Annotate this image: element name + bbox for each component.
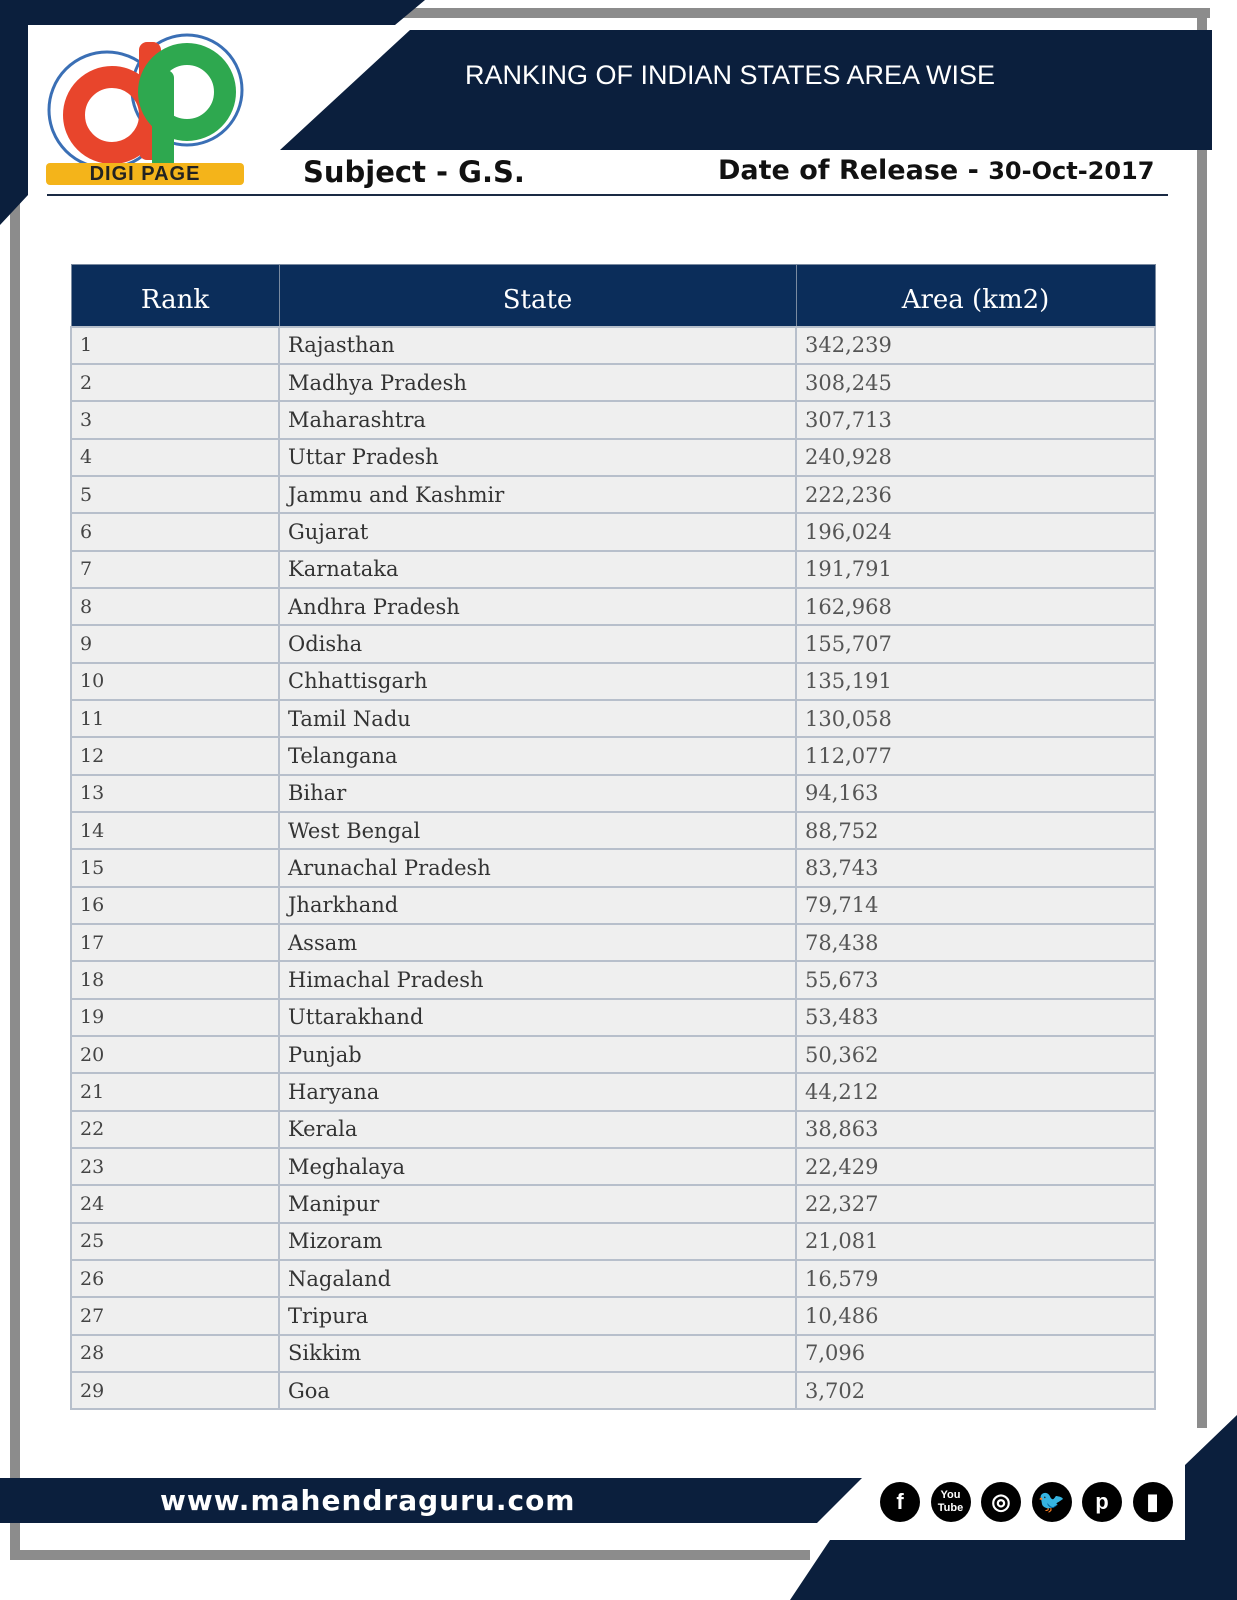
cell-rank: 27: [71, 1297, 279, 1334]
cell-rank: 4: [71, 439, 279, 476]
cell-state: Mizoram: [279, 1223, 796, 1260]
cell-area: 83,743: [796, 849, 1155, 886]
page-title: RANKING OF INDIAN STATES AREA WISE: [464, 60, 996, 90]
cell-rank: 20: [71, 1036, 279, 1073]
cell-area: 53,483: [796, 999, 1155, 1036]
table-row: [71, 476, 1155, 513]
cell-area: 196,024: [796, 513, 1155, 550]
cell-state: Madhya Pradesh: [279, 364, 796, 401]
cell-area: 10,486: [796, 1297, 1155, 1334]
cell-state: Kerala: [279, 1111, 796, 1148]
cell-area: 7,096: [796, 1335, 1155, 1372]
cell-rank: 8: [71, 588, 279, 625]
cell-state: Rajasthan: [279, 327, 796, 364]
cell-rank: 15: [71, 849, 279, 886]
cell-rank: 21: [71, 1073, 279, 1110]
cell-state: Andhra Pradesh: [279, 588, 796, 625]
table-row: [71, 700, 1155, 737]
frame-left-line: [10, 200, 20, 1560]
cell-state: Arunachal Pradesh: [279, 849, 796, 886]
cell-rank: 6: [71, 513, 279, 550]
cell-area: 21,081: [796, 1223, 1155, 1260]
cell-area: 130,058: [796, 700, 1155, 737]
cell-rank: 16: [71, 887, 279, 924]
cell-area: 94,163: [796, 775, 1155, 812]
cell-state: Manipur: [279, 1185, 796, 1222]
table-row: [71, 439, 1155, 476]
table-row: [71, 1111, 1155, 1148]
column-header-state: State: [279, 265, 796, 327]
cell-state: Karnataka: [279, 551, 796, 588]
cell-rank: 13: [71, 775, 279, 812]
release-info: [718, 155, 1154, 186]
cell-area: 112,077: [796, 737, 1155, 774]
cell-state: Meghalaya: [279, 1148, 796, 1185]
table-row: [71, 513, 1155, 550]
table-row: [71, 737, 1155, 774]
cell-area: 88,752: [796, 812, 1155, 849]
cell-area: 22,327: [796, 1185, 1155, 1222]
cell-state: Assam: [279, 924, 796, 961]
frame-bottom-line: [10, 1550, 810, 1560]
table-row: [71, 1335, 1155, 1372]
cell-area: 162,968: [796, 588, 1155, 625]
table-row: [71, 663, 1155, 700]
cell-area: 38,863: [796, 1111, 1155, 1148]
table-row: [71, 812, 1155, 849]
cell-state: Nagaland: [279, 1260, 796, 1297]
table-row: [71, 364, 1155, 401]
cell-rank: 14: [71, 812, 279, 849]
cell-area: 155,707: [796, 625, 1155, 662]
cell-area: 3,702: [796, 1372, 1155, 1409]
release-label: Date of Release -: [718, 155, 979, 186]
table-row: [71, 849, 1155, 886]
pinterest-icon[interactable]: p: [1082, 1482, 1122, 1522]
cell-area: 308,245: [796, 364, 1155, 401]
cell-state: Haryana: [279, 1073, 796, 1110]
cell-area: 16,579: [796, 1260, 1155, 1297]
cell-rank: 22: [71, 1111, 279, 1148]
cell-state: Tamil Nadu: [279, 700, 796, 737]
table-header-row: [71, 265, 1155, 327]
states-area-table: [70, 264, 1156, 1410]
youtube-icon[interactable]: You Tube: [931, 1482, 971, 1522]
cell-area: 135,191: [796, 663, 1155, 700]
table-row: [71, 588, 1155, 625]
cell-rank: 23: [71, 1148, 279, 1185]
table-row: [71, 775, 1155, 812]
cell-rank: 29: [71, 1372, 279, 1409]
cell-rank: 18: [71, 961, 279, 998]
table-row: [71, 1297, 1155, 1334]
cell-state: Punjab: [279, 1036, 796, 1073]
table-row: [71, 1223, 1155, 1260]
cell-rank: 28: [71, 1335, 279, 1372]
table-row: [71, 924, 1155, 961]
cell-area: 44,212: [796, 1073, 1155, 1110]
cell-state: Bihar: [279, 775, 796, 812]
cell-rank: 11: [71, 700, 279, 737]
cell-rank: 9: [71, 625, 279, 662]
table-row: [71, 961, 1155, 998]
cell-rank: 10: [71, 663, 279, 700]
cell-state: Uttarakhand: [279, 999, 796, 1036]
column-header-area: Area (km2): [796, 265, 1155, 327]
cell-state: Uttar Pradesh: [279, 439, 796, 476]
cell-area: 307,713: [796, 401, 1155, 438]
table-row: [71, 887, 1155, 924]
cell-area: 78,438: [796, 924, 1155, 961]
cell-rank: 1: [71, 327, 279, 364]
cell-rank: 12: [71, 737, 279, 774]
cell-rank: 5: [71, 476, 279, 513]
cell-rank: 17: [71, 924, 279, 961]
cell-rank: 7: [71, 551, 279, 588]
cell-rank: 2: [71, 364, 279, 401]
table-row: [71, 1148, 1155, 1185]
table-row: [71, 1372, 1155, 1409]
cell-state: West Bengal: [279, 812, 796, 849]
table-row: [71, 551, 1155, 588]
table-row: [71, 999, 1155, 1036]
cell-rank: 25: [71, 1223, 279, 1260]
cell-state: Sikkim: [279, 1335, 796, 1372]
table-row: [71, 625, 1155, 662]
table-row: [71, 401, 1155, 438]
cell-area: 22,429: [796, 1148, 1155, 1185]
twitter-icon[interactable]: 🐦: [1032, 1482, 1072, 1522]
cell-rank: 3: [71, 401, 279, 438]
cell-state: Telangana: [279, 737, 796, 774]
logo-badge: DIGI PAGE: [46, 163, 244, 185]
cell-area: 79,714: [796, 887, 1155, 924]
table-row: [71, 327, 1155, 364]
cell-state: Odisha: [279, 625, 796, 662]
table-row: [71, 1073, 1155, 1110]
cell-state: Himachal Pradesh: [279, 961, 796, 998]
cell-rank: 26: [71, 1260, 279, 1297]
instagram-icon[interactable]: ◎: [981, 1482, 1021, 1522]
table-row: [71, 1036, 1155, 1073]
cell-state: Gujarat: [279, 513, 796, 550]
cell-state: Tripura: [279, 1297, 796, 1334]
cell-area: 55,673: [796, 961, 1155, 998]
cell-state: Jharkhand: [279, 887, 796, 924]
cell-state: Maharashtra: [279, 401, 796, 438]
cell-rank: 24: [71, 1185, 279, 1222]
table-row: [71, 1260, 1155, 1297]
cell-area: 342,239: [796, 327, 1155, 364]
cell-area: 50,362: [796, 1036, 1155, 1073]
cell-rank: 19: [71, 999, 279, 1036]
cell-state: Jammu and Kashmir: [279, 476, 796, 513]
cell-state: Chhattisgarh: [279, 663, 796, 700]
cell-area: 191,791: [796, 551, 1155, 588]
subject-label: Subject - G.S.: [303, 155, 525, 189]
frame-right-line: [1197, 8, 1207, 1428]
release-date: 30-Oct-2017: [988, 157, 1155, 185]
android-icon[interactable]: ▮: [1133, 1482, 1173, 1522]
header-divider: [47, 194, 1168, 196]
column-header-rank: Rank: [71, 265, 279, 327]
facebook-icon[interactable]: f: [880, 1482, 920, 1522]
frame-top-line: [400, 8, 1210, 18]
website-link[interactable]: www.mahendraguru.com: [160, 1484, 576, 1517]
cell-area: 222,236: [796, 476, 1155, 513]
cell-area: 240,928: [796, 439, 1155, 476]
table-row: [71, 1185, 1155, 1222]
cell-state: Goa: [279, 1372, 796, 1409]
